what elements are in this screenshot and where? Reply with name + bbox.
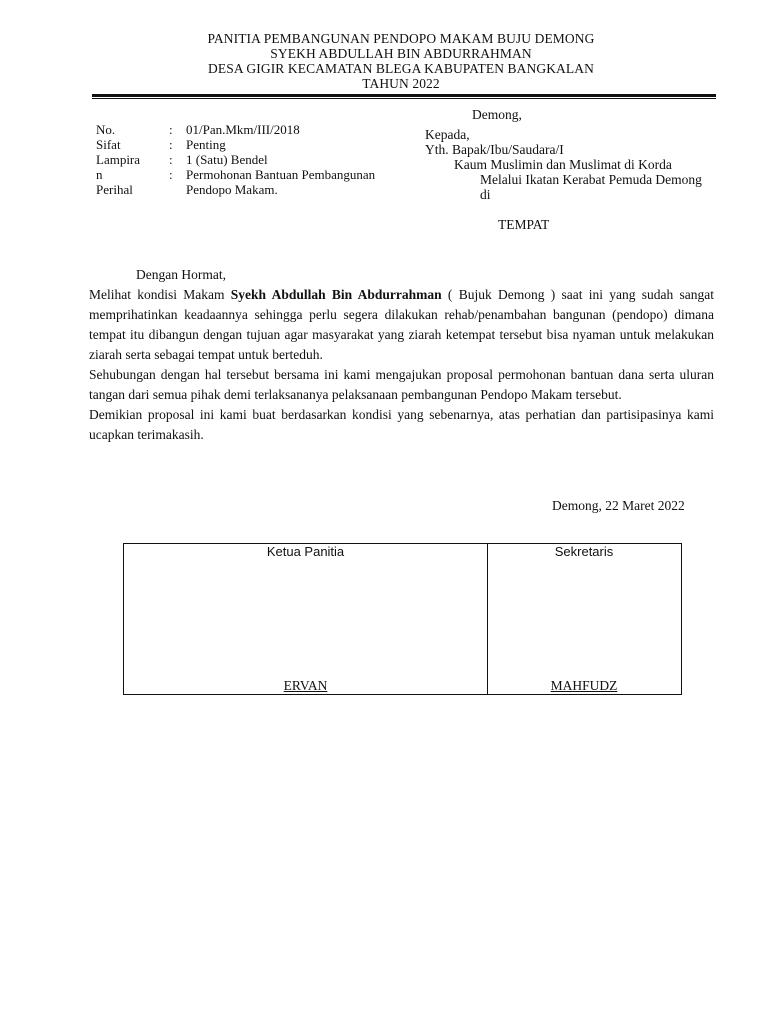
- lampiran-value: 1 (Satu) Bendel: [186, 152, 268, 167]
- p1-start: Melihat kondisi Makam: [89, 287, 231, 302]
- paragraph-1: [89, 285, 714, 365]
- paragraph-3: Demikian proposal ini kami buat berdasarkan kondisi yang sebenarnya, atas perhatian dan partisipasinya kami ucapkan terimakasih.: [89, 407, 714, 442]
- colon: :: [169, 152, 173, 167]
- sekretaris-name: MAHFUDZ: [550, 678, 618, 693]
- letter-body: [89, 285, 714, 445]
- no-value: 01/Pan.Mkm/III/2018: [186, 122, 300, 137]
- sifat-value: Penting: [186, 137, 226, 152]
- org-address: DESA GIGIR KECAMATAN BLEGA KABUPATEN BANGKALAN: [208, 61, 594, 76]
- ketua-name: ERVAN: [283, 678, 328, 693]
- p1-end: ( Bujuk Demong ) saat ini yang sudah sangat memprihatinkan keadaannya sehingga perlu segera dilakukan rehab/penambahan bangunan (pendopo) dimana tempat itu dibangun dengan tujuan agar masyarakat yang ziarah ketempat tersebut bisa nyaman untuk melakukan ziarah serta sebagai tempat untuk berteduh.: [89, 287, 714, 362]
- header-rule-thick: [92, 94, 716, 97]
- perihal-value-cont: Pendopo Makam.: [186, 182, 278, 197]
- sifat-label: Sifat: [96, 137, 121, 152]
- header-rule-thin: [92, 98, 716, 99]
- recipient-line2: Melalui Ikatan Kerabat Pemuda Demong: [480, 172, 702, 187]
- recipient-tempat: TEMPAT: [498, 217, 550, 232]
- lampiran-label: Lampira: [96, 152, 141, 167]
- colon: :: [169, 137, 173, 152]
- colon: :: [169, 122, 173, 137]
- org-year: TAHUN 2022: [362, 76, 440, 91]
- sekretaris-title: Sekretaris: [554, 544, 614, 559]
- org-title: PANITIA PEMBANGUNAN PENDOPO MAKAM BUJU DEMONG: [207, 31, 595, 46]
- signature-table: [123, 543, 682, 695]
- colon: :: [169, 167, 173, 182]
- recipient-di: di: [480, 187, 491, 202]
- no-label: No.: [96, 122, 116, 137]
- place-top: Demong,: [472, 107, 522, 122]
- lampiran-label-wrap: n: [96, 167, 103, 182]
- perihal-label: Perihal: [96, 182, 133, 197]
- p1-bold-name: Syekh Abdullah Bin Abdurrahman: [230, 287, 442, 302]
- recipient-kepada: Kepada,: [425, 127, 470, 142]
- org-subtitle: SYEKH ABDULLAH BIN ABDURRAHMAN: [270, 46, 532, 61]
- recipient-line1: Kaum Muslimin dan Muslimat di Korda: [454, 157, 672, 172]
- ketua-title: Ketua Panitia: [266, 544, 345, 559]
- signature-divider: [487, 543, 488, 694]
- greeting: Dengan Hormat,: [136, 267, 226, 282]
- paragraph-2: Sehubungan dengan hal tersebut bersama ini kami mengajukan proposal permohonan bantuan dana serta uluran tangan dari semua pihak demi terlaksananya pelaksanaan pembangunan Pendopo Makam tersebut.: [89, 367, 714, 402]
- perihal-value: Permohonan Bantuan Pembangunan: [186, 167, 376, 182]
- recipient-yth: Yth. Bapak/Ibu/Saudara/I: [425, 142, 564, 157]
- signing-date: Demong, 22 Maret 2022: [552, 498, 685, 513]
